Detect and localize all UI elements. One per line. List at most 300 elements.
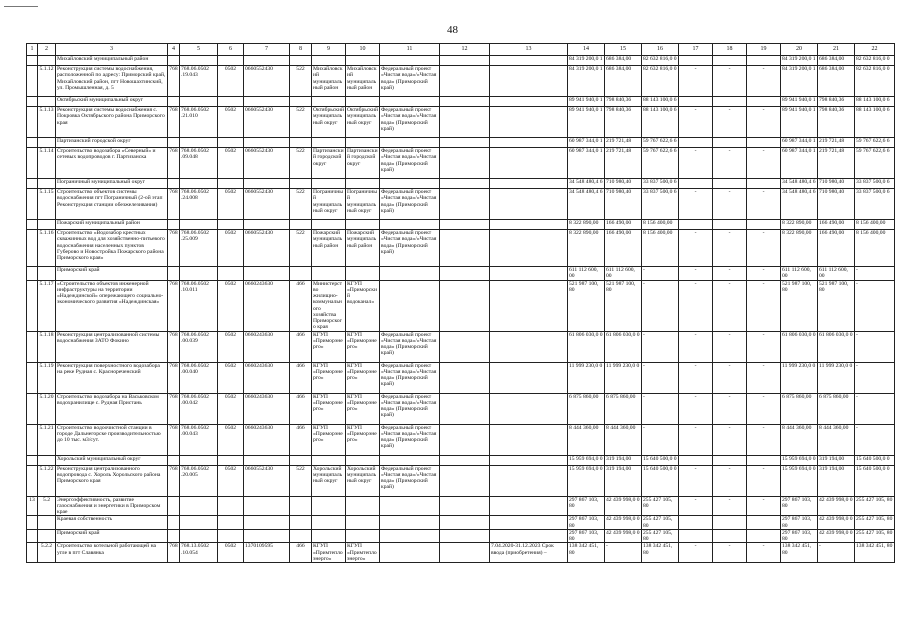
table-cell: 522 <box>290 465 312 496</box>
table-cell: 42 439 998,0 0 <box>605 496 642 516</box>
section-row <box>27 496 895 516</box>
table-cell <box>440 280 490 331</box>
table-cell: - <box>679 331 713 362</box>
table-cell: Михайловский муниципальный район <box>56 56 168 66</box>
table-cell: 255 427 105, 80 <box>855 496 895 516</box>
table-cell <box>27 220 38 230</box>
table-cell: - <box>855 424 895 455</box>
table-cell: - <box>679 465 713 496</box>
table-cell: 686 384,00 <box>818 66 855 97</box>
table-cell <box>290 56 312 66</box>
table-cell <box>380 220 440 230</box>
table-cell <box>713 179 747 189</box>
table-cell <box>346 496 380 516</box>
table-cell: - <box>642 280 679 331</box>
table-cell: 768 <box>168 331 180 362</box>
table-cell: - <box>747 230 781 267</box>
table-cell <box>244 516 290 530</box>
table-cell: 8 156 400,00 <box>855 220 895 230</box>
table-cell: 0660243630 <box>244 362 290 393</box>
table-cell <box>440 97 490 107</box>
table-cell: - <box>713 267 747 281</box>
table-cell <box>290 220 312 230</box>
table-cell <box>440 267 490 281</box>
section-row <box>27 543 895 563</box>
column-number-11: 11 <box>380 44 440 56</box>
table-cell <box>180 138 218 148</box>
table-cell <box>168 138 180 148</box>
table-cell: 611 112 600, 00 <box>568 267 605 281</box>
table-cell <box>218 138 244 148</box>
table-cell: - <box>713 230 747 267</box>
table-cell <box>244 455 290 465</box>
table-cell: 768.06.0502 .00.040 <box>180 362 218 393</box>
table-cell <box>747 516 781 530</box>
table-cell <box>168 529 180 543</box>
table-cell: 11 999 230,0 0 <box>568 362 605 393</box>
table-cell: 15 640 500,0 0 <box>642 465 679 496</box>
table-cell: 8 156 400,00 <box>642 230 679 267</box>
table-cell: 11 999 230,0 0 <box>781 362 818 393</box>
table-cell <box>27 56 38 66</box>
table-cell <box>218 220 244 230</box>
table-cell: Энергоэффективность, развитие газоснабжения и энергетики в Приморском крае <box>56 496 168 516</box>
table-cell: Федеральный проект «Чистая вода»/«Чистая вода» (Приморский край) <box>380 230 440 267</box>
table-cell: 34 548 480,4 6 <box>568 179 605 189</box>
table-cell <box>440 107 490 138</box>
table-cell: 219 721,48 <box>818 148 855 179</box>
table-cell: - <box>747 543 781 563</box>
table-cell: 5.2 <box>38 496 56 516</box>
table-cell: 89 941 940,0 1 <box>568 97 605 107</box>
table-cell: - <box>679 496 713 516</box>
table-cell: 166 490,00 <box>818 220 855 230</box>
table-cell: 319 194,00 <box>818 465 855 496</box>
header-rule <box>4 6 38 7</box>
table-cell: - <box>679 543 713 563</box>
table-cell: Октябрьский муниципальный округ <box>312 107 346 138</box>
table-cell: 0660552430 <box>244 189 290 220</box>
table-cell <box>713 529 747 543</box>
table-cell <box>679 97 713 107</box>
table-cell <box>312 97 346 107</box>
table-cell <box>244 56 290 66</box>
table-cell <box>440 393 490 424</box>
table-cell <box>490 516 568 530</box>
table-cell: 0502 <box>218 393 244 424</box>
table-cell: 5.1.21 <box>38 424 56 455</box>
column-number-17: 17 <box>679 44 713 56</box>
table-cell: 768.06.0502 .24.008 <box>180 189 218 220</box>
table-cell <box>747 56 781 66</box>
table-cell: - <box>642 331 679 362</box>
table-cell: 15 959 694,0 0 <box>781 465 818 496</box>
table-cell: 0502 <box>218 465 244 496</box>
table-cell: 138 342 451, 80 <box>642 543 679 563</box>
column-number-21: 21 <box>818 44 855 56</box>
table-cell: Строительство водозабора «Северный» и сетевых водопроводов г. Партизанска <box>56 148 168 179</box>
table-cell: 768.06.0502 .00.043 <box>180 424 218 455</box>
table-cell: 0660243630 <box>244 424 290 455</box>
table-cell <box>440 179 490 189</box>
table-cell <box>244 496 290 516</box>
table-cell <box>440 331 490 362</box>
table-cell: 5.1.14 <box>38 148 56 179</box>
table-cell: Федеральный проект «Чистая вода»/«Чистая вода» (Приморский край) <box>380 331 440 362</box>
table-cell: Партизанский городской округ <box>346 148 380 179</box>
table-cell: 166 490,00 <box>605 230 642 267</box>
table-cell: 15 959 694,0 0 <box>781 455 818 465</box>
table-cell <box>440 496 490 516</box>
table-cell: 522 <box>290 148 312 179</box>
table-cell: 8 444 360,00 <box>605 424 642 455</box>
table-cell: КГУП «Приморэнерго» <box>312 331 346 362</box>
table-cell: Реконструкция системы водоснабжения с. Покровка Октябрьского района Приморского края <box>56 107 168 138</box>
table-cell <box>27 179 38 189</box>
table-cell <box>490 97 568 107</box>
table-cell: - <box>642 393 679 424</box>
table-cell: 768 <box>168 148 180 179</box>
table-cell <box>747 455 781 465</box>
column-number-4: 4 <box>168 44 180 56</box>
table-cell <box>312 179 346 189</box>
table-cell: - <box>679 107 713 138</box>
table-cell <box>312 455 346 465</box>
table-cell: 710 980,40 <box>818 179 855 189</box>
column-number-2: 2 <box>38 44 56 56</box>
table-cell: 768.06.0502 .00.042 <box>180 393 218 424</box>
table-cell <box>380 56 440 66</box>
table-cell: 60 987 344,0 1 <box>781 138 818 148</box>
table-cell: Партизанский городской округ <box>312 148 346 179</box>
table-cell: 82 632 816,0 0 <box>642 56 679 66</box>
table-cell <box>180 56 218 66</box>
table-cell <box>180 496 218 516</box>
table-cell: 84 319 200,0 1 <box>568 66 605 97</box>
table-cell: Строительство «Водозабор крестных скважинных вод для хозяйственно-питьевого водоснабжения населенных пунктов Губерово и Новостройка Пожарского района Приморского края» <box>56 230 168 267</box>
table-cell: 768 <box>168 107 180 138</box>
table-cell: 710 980,40 <box>605 189 642 220</box>
table-cell: 6 875 860,00 <box>605 393 642 424</box>
table-cell: Пожарский муниципальный район <box>56 220 168 230</box>
column-number-13: 13 <box>490 44 568 56</box>
table-cell: 61 806 030,0 0 <box>781 331 818 362</box>
table-cell: 798 840,36 <box>605 107 642 138</box>
table-cell <box>440 56 490 66</box>
table-cell <box>679 179 713 189</box>
project-row <box>27 107 895 138</box>
table-cell <box>490 424 568 455</box>
project-row <box>27 424 895 455</box>
table-cell: 798 840,36 <box>818 107 855 138</box>
column-number-15: 15 <box>605 44 642 56</box>
table-cell: 522 <box>290 230 312 267</box>
table-cell: 138 342 451, 80 <box>781 543 818 563</box>
table-cell: 60 987 344,0 1 <box>781 148 818 179</box>
table-cell: 521 987 100, 80 <box>568 280 605 331</box>
table-cell: Федеральный проект «Чистая вода»/«Чистая вода» (Приморский край) <box>380 148 440 179</box>
table-cell: 0660552430 <box>244 230 290 267</box>
table-cell: 0660552430 <box>244 107 290 138</box>
subtotal-row <box>27 138 895 148</box>
table-cell <box>27 362 38 393</box>
table-cell: 8 156 400,00 <box>855 230 895 267</box>
table-cell: 82 632 816,0 0 <box>855 66 895 97</box>
table-cell: КГУП «Приморэнерго» <box>312 424 346 455</box>
table-cell <box>440 220 490 230</box>
table-cell: 466 <box>290 543 312 563</box>
table-cell <box>380 529 440 543</box>
table-cell: 5.1.20 <box>38 393 56 424</box>
table-cell: 8 322 890,00 <box>781 230 818 267</box>
table-cell: Строительство водоочистной станции в городе Дальнегорске производительностью до 10 тыс. м3/сут. <box>56 424 168 455</box>
table-cell: 33 837 500,0 6 <box>855 179 895 189</box>
table-cell <box>380 138 440 148</box>
table-cell: 0502 <box>218 66 244 97</box>
table-cell: 8 444 360,00 <box>781 424 818 455</box>
table-cell: 255 427 105, 80 <box>642 496 679 516</box>
table-cell <box>38 516 56 530</box>
table-cell: КГУП «Примтеплоэнерго» <box>312 543 346 563</box>
table-cell: - <box>679 66 713 97</box>
table-cell <box>440 138 490 148</box>
table-cell: 297 867 103, 80 <box>568 516 605 530</box>
project-row <box>27 331 895 362</box>
table-cell <box>490 148 568 179</box>
table-cell <box>713 516 747 530</box>
table-cell <box>490 267 568 281</box>
table-cell: 1370109595 <box>244 543 290 563</box>
table-cell: 710 980,40 <box>605 179 642 189</box>
table-cell: КГУП «Приморэнерго» <box>312 393 346 424</box>
table-cell: 768 <box>168 362 180 393</box>
table-cell: 0660243630 <box>244 280 290 331</box>
table-cell <box>440 424 490 455</box>
subtotal-row <box>27 97 895 107</box>
table-cell: Федеральный проект «Чистая вода»/«Чистая вода» (Приморский край) <box>380 107 440 138</box>
table-cell: КГУП «Приморэнерго» <box>312 362 346 393</box>
table-cell: 768 <box>168 543 180 563</box>
table-cell <box>679 220 713 230</box>
table-cell: Реконструкция поверхностного водозабора на реке Рудная с. Краснореченский <box>56 362 168 393</box>
table-cell: 34 548 480,4 6 <box>781 189 818 220</box>
table-cell <box>27 516 38 530</box>
table-cell: 297 867 103, 80 <box>781 516 818 530</box>
table-cell: 0660243630 <box>244 393 290 424</box>
table-cell: - <box>747 107 781 138</box>
table-cell: 33 837 500,0 6 <box>855 189 895 220</box>
table-cell: 42 439 998,0 0 <box>605 529 642 543</box>
table-cell: КГУП «Приморский водоканал» <box>346 280 380 331</box>
table-cell: 5.1.13 <box>38 107 56 138</box>
table-cell <box>440 543 490 563</box>
subtotal-row <box>27 220 895 230</box>
table-cell <box>346 56 380 66</box>
table-cell <box>490 220 568 230</box>
table-cell: 6 875 860,00 <box>818 393 855 424</box>
table-cell: Федеральный проект «Чистая вода»/«Чистая вода» (Приморский край) <box>380 189 440 220</box>
table-cell <box>490 179 568 189</box>
table-cell: 5.1.19 <box>38 362 56 393</box>
table-cell <box>346 97 380 107</box>
table-cell: 768 <box>168 230 180 267</box>
table-cell <box>244 179 290 189</box>
project-row <box>27 189 895 220</box>
table-cell <box>747 138 781 148</box>
table-cell <box>312 496 346 516</box>
table-cell: 0502 <box>218 107 244 138</box>
column-number-7: 7 <box>244 44 290 56</box>
table-cell: 61 806 030,0 0 <box>818 331 855 362</box>
table-cell: 0502 <box>218 230 244 267</box>
table-cell: 768 <box>168 189 180 220</box>
table-cell <box>290 179 312 189</box>
table-cell: 768.06.0502 .21.010 <box>180 107 218 138</box>
project-row <box>27 393 895 424</box>
table-cell <box>440 362 490 393</box>
table-cell <box>747 529 781 543</box>
table-cell: 59 767 622,6 6 <box>642 138 679 148</box>
table-cell: 0502 <box>218 331 244 362</box>
table-cell: 138 342 451, 80 <box>855 543 895 563</box>
table-cell: 768 <box>168 280 180 331</box>
table-cell: 686 384,00 <box>818 56 855 66</box>
table-cell <box>490 496 568 516</box>
table-cell: 522 <box>290 107 312 138</box>
table-cell: 0502 <box>218 280 244 331</box>
table-cell <box>490 280 568 331</box>
table-cell: - <box>679 230 713 267</box>
table-cell <box>312 516 346 530</box>
table-cell: 522 <box>290 189 312 220</box>
table-cell: - <box>679 424 713 455</box>
table-cell <box>168 97 180 107</box>
table-cell: Пожарский муниципальный район <box>312 230 346 267</box>
table-cell: 34 548 480,4 6 <box>781 179 818 189</box>
table-cell: - <box>747 148 781 179</box>
table-cell: Краевая собственность <box>56 516 168 530</box>
table-cell <box>27 393 38 424</box>
table-cell <box>380 267 440 281</box>
subtotal-row <box>27 529 895 543</box>
subtotal-row <box>27 516 895 530</box>
table-cell: - <box>855 331 895 362</box>
table-cell <box>490 529 568 543</box>
table-cell: 466 <box>290 280 312 331</box>
table-cell <box>27 97 38 107</box>
table-cell <box>440 455 490 465</box>
table-cell: - <box>679 267 713 281</box>
table-cell: - <box>713 496 747 516</box>
table-cell: 611 112 600, 00 <box>605 267 642 281</box>
table-cell <box>490 189 568 220</box>
table-cell: Михайловский муниципальный район <box>312 66 346 97</box>
column-number-6: 6 <box>218 44 244 56</box>
table-cell: 466 <box>290 424 312 455</box>
table-cell: 60 987 344,0 1 <box>568 148 605 179</box>
table-cell: 522 <box>290 66 312 97</box>
table-cell <box>346 138 380 148</box>
table-cell: Михайловский муниципальный район <box>346 66 380 97</box>
table-cell: Хорольский муниципальный округ <box>56 455 168 465</box>
table-cell: 0660552430 <box>244 465 290 496</box>
table-cell <box>290 267 312 281</box>
table-cell: 82 632 816,0 0 <box>642 66 679 97</box>
table-cell <box>713 455 747 465</box>
table-cell: - <box>679 189 713 220</box>
table-cell: 0502 <box>218 189 244 220</box>
table-cell: 11 999 230,0 0 <box>605 362 642 393</box>
table-cell: Партизанский городской округ <box>56 138 168 148</box>
table-cell <box>218 455 244 465</box>
table-cell: - <box>713 148 747 179</box>
table-cell: Федеральный проект «Чистая вода»/«Чистая вода» (Приморский край) <box>380 362 440 393</box>
table-cell: КГУП «Приморэнерго» <box>346 331 380 362</box>
table-cell: 0660552430 <box>244 148 290 179</box>
table-cell: - <box>747 362 781 393</box>
table-cell <box>440 516 490 530</box>
table-cell <box>290 97 312 107</box>
table-cell <box>38 97 56 107</box>
table-cell: 84 319 200,0 1 <box>781 66 818 97</box>
table-cell <box>180 516 218 530</box>
table-cell: - <box>679 280 713 331</box>
table-cell <box>679 455 713 465</box>
table-cell: 33 837 500,0 6 <box>642 189 679 220</box>
table-cell: 59 767 622,6 6 <box>642 148 679 179</box>
table-cell <box>27 66 38 97</box>
table-cell: 42 439 998,0 0 <box>818 529 855 543</box>
table-cell <box>490 230 568 267</box>
table-cell: Федеральный проект «Чистая вода»/«Чистая вода» (Приморский край) <box>380 66 440 97</box>
table-cell <box>168 516 180 530</box>
table-cell <box>490 465 568 496</box>
table-cell <box>490 362 568 393</box>
table-cell <box>27 331 38 362</box>
table-cell: Министерство жилищно-коммунального хозяйства Приморского края <box>312 280 346 331</box>
table-cell <box>346 455 380 465</box>
column-number-1: 1 <box>27 44 38 56</box>
table-cell: 768 <box>168 465 180 496</box>
project-row <box>27 465 895 496</box>
table-cell <box>218 97 244 107</box>
table-cell: 15 959 694,0 0 <box>568 465 605 496</box>
table-cell: 0502 <box>218 148 244 179</box>
table-cell <box>244 138 290 148</box>
table-cell <box>244 220 290 230</box>
table-cell <box>747 220 781 230</box>
table-cell: 59 767 622,6 6 <box>855 138 895 148</box>
table-cell <box>380 516 440 530</box>
table-cell <box>168 220 180 230</box>
table-cell <box>490 455 568 465</box>
table-cell: - <box>642 424 679 455</box>
table-cell <box>38 56 56 66</box>
table-cell: 6 875 860,00 <box>781 393 818 424</box>
table-cell: 6 875 860,00 <box>568 393 605 424</box>
table-cell <box>346 529 380 543</box>
table-cell: - <box>818 543 855 563</box>
table-cell <box>218 529 244 543</box>
table-cell <box>346 179 380 189</box>
table-cell <box>290 496 312 516</box>
column-number-19: 19 <box>747 44 781 56</box>
table-cell: 255 427 105, 80 <box>642 529 679 543</box>
table-cell <box>747 179 781 189</box>
table-cell <box>168 455 180 465</box>
table-cell: - <box>713 331 747 362</box>
table-cell: 89 941 940,0 1 <box>781 97 818 107</box>
